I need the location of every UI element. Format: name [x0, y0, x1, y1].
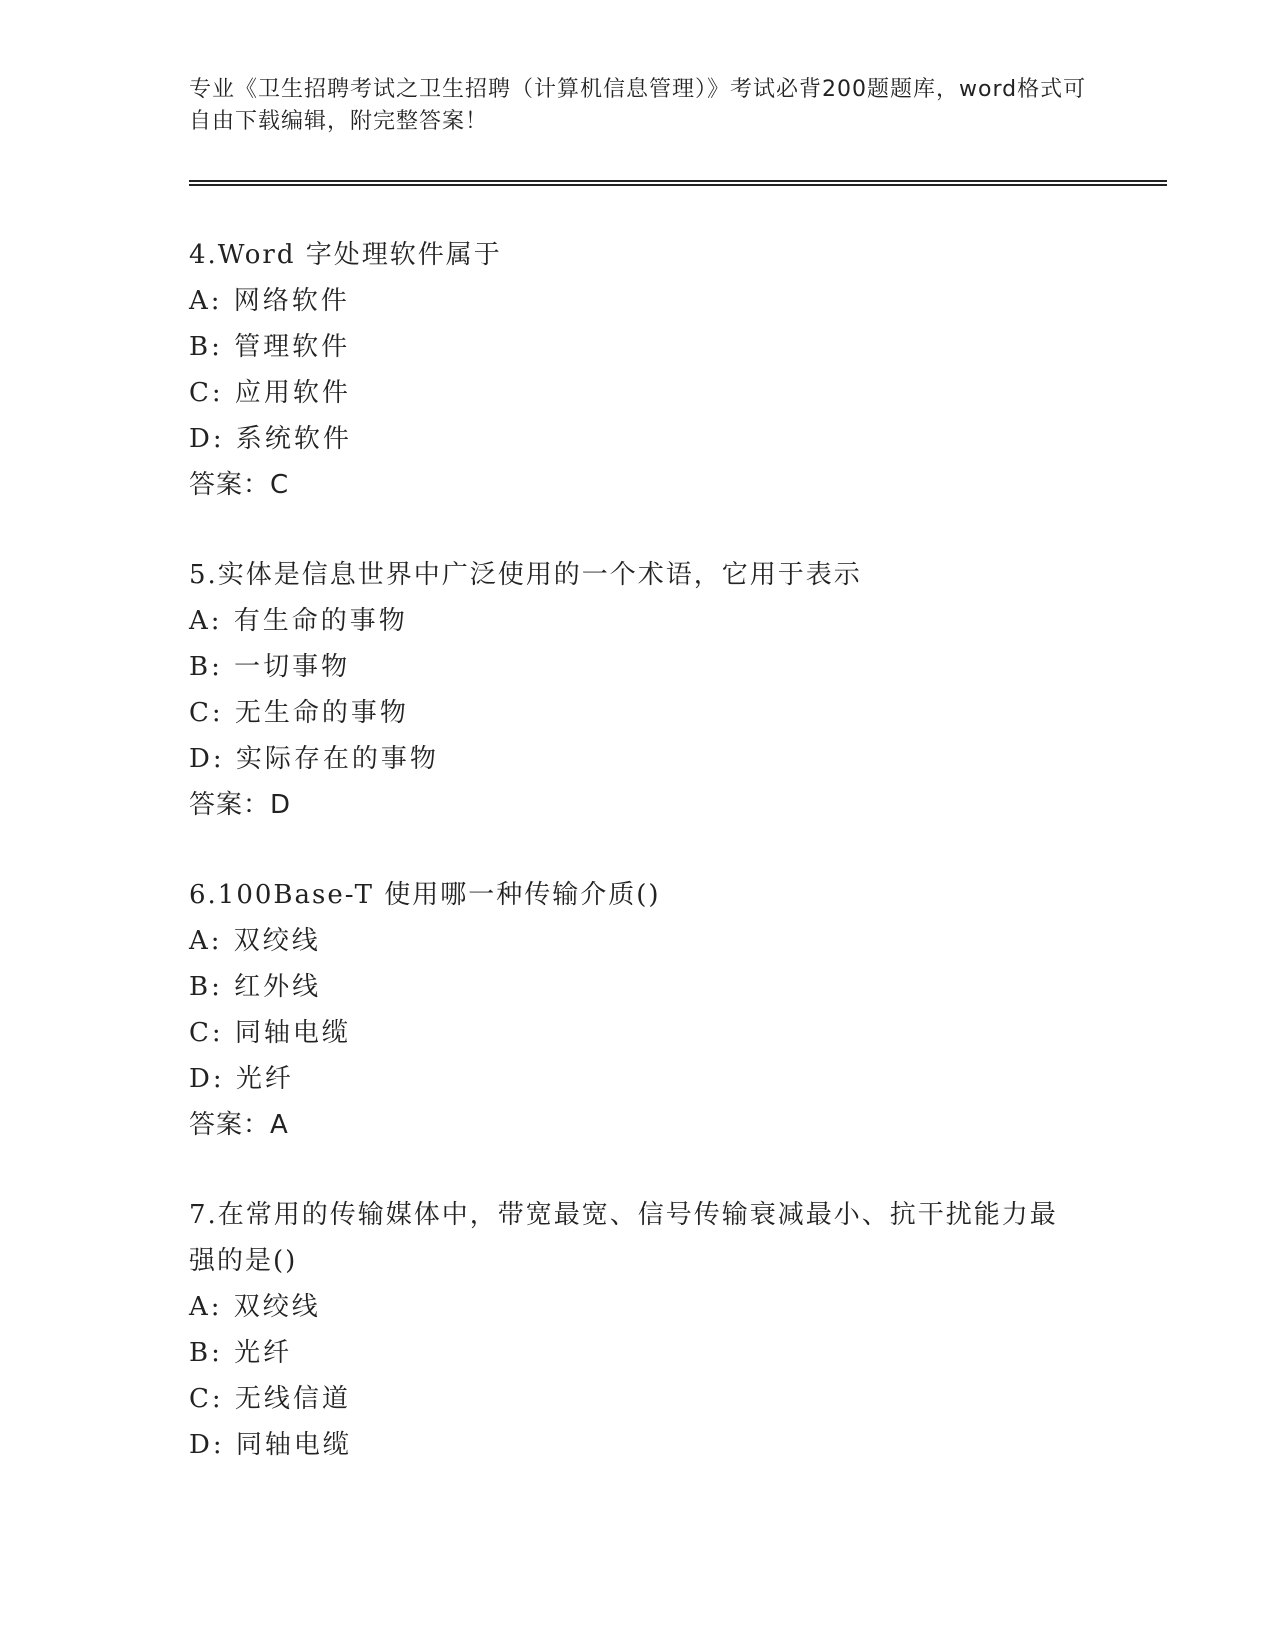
option-a: A: 网络软件	[189, 286, 350, 316]
answer-label: 答案：C	[189, 470, 290, 500]
option-d: D: 系统软件	[189, 424, 352, 454]
question-title: 4.Word 字处理软件属于	[189, 240, 502, 270]
option-d: D: 同轴电缆	[189, 1430, 352, 1460]
header-divider	[189, 180, 1167, 186]
question-title: 6.100Base-T 使用哪一种传输介质()	[189, 880, 661, 910]
option-c: C: 应用软件	[189, 378, 351, 408]
option-c: C: 无线信道	[189, 1384, 351, 1414]
question-block	[189, 232, 1119, 508]
question-block	[189, 1192, 1069, 1468]
question-title: 5.实体是信息世界中广泛使用的一个术语，它用于表示	[189, 560, 862, 590]
document-header: 专业《卫生招聘考试之卫生招聘（计算机信息管理）》考试必背200题题库，word格式可自由下载编辑，附完整答案！	[189, 77, 1087, 134]
question-block	[189, 552, 1119, 828]
option-b: B: 光纤	[189, 1338, 293, 1368]
option-d: D: 光纤	[189, 1064, 294, 1094]
question-block	[189, 872, 1119, 1148]
option-a: A: 双绞线	[189, 926, 321, 956]
option-b: B: 管理软件	[189, 332, 351, 362]
option-c: C: 同轴电缆	[189, 1018, 351, 1048]
question-title: 7.在常用的传输媒体中，带宽最宽、信号传输衰减最小、抗干扰能力最强的是()	[189, 1200, 1058, 1276]
option-b: B: 红外线	[189, 972, 322, 1002]
answer-label: 答案：A	[189, 1110, 289, 1140]
option-b: B: 一切事物	[189, 652, 351, 682]
option-a: A: 有生命的事物	[189, 606, 408, 636]
option-d: D: 实际存在的事物	[189, 744, 439, 774]
option-a: A: 双绞线	[189, 1292, 321, 1322]
answer-label: 答案：D	[189, 790, 292, 820]
option-c: C: 无生命的事物	[189, 698, 409, 728]
